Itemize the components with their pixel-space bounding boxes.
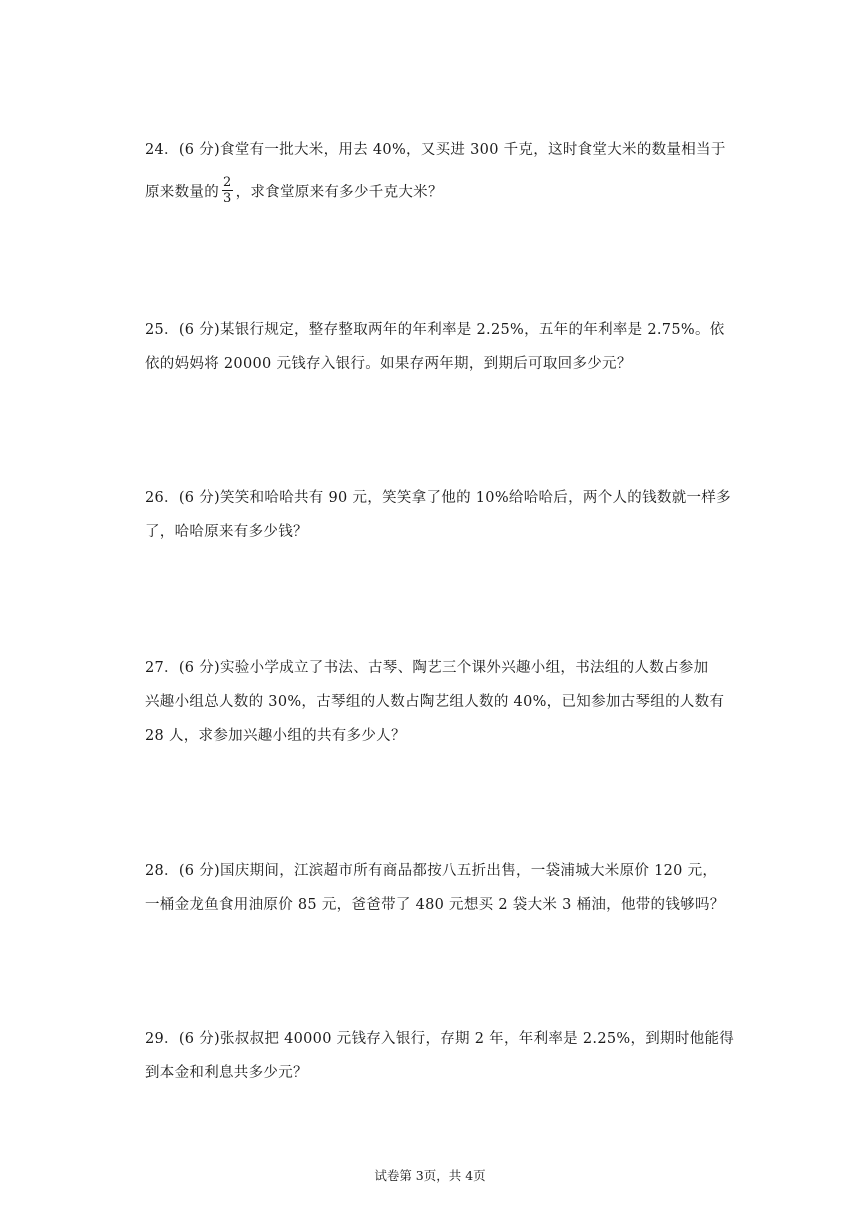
question-25-line-2: 依的妈妈将 20000 元钱存入银行。如果存两年期，到期后可取回多少元？: [145, 356, 632, 372]
question-27-line-3: 28 人，求参加兴趣小组的共有多少人？: [145, 728, 406, 744]
question-29-line-2: 到本金和利息共多少元？: [145, 1065, 308, 1081]
question-26-line-2: 了，哈哈原来有多少钱？: [145, 524, 308, 540]
question-26-line-1: 26．(6 分)笑笑和哈哈共有 90 元，笑笑拿了他的 10%给哈哈后，两个人的钱数就一样多: [145, 490, 731, 506]
question-28-line-1: 28．(6 分)国庆期间，江滨超市所有商品都按八五折出售，一袋浦城大米原价 120 元，: [145, 863, 718, 879]
page-footer: 试卷第 3页，共 4页: [374, 1168, 486, 1183]
question-28-line-2: 一桶金龙鱼食用油原价 85 元，爸爸带了 480 元想买 2 袋大米 3 桶油，他带的钱够吗？: [145, 897, 725, 913]
question-25-line-1: 25．(6 分)某银行规定，整存整取两年的年利率是 2.25%，五年的年利率是 2.75%。依: [145, 322, 725, 338]
question-24-line-2: [145, 177, 443, 208]
question-24-line-2-end: ，求食堂原来有多少千克大米？: [235, 184, 443, 201]
question-27-line-1: 27．(6 分)实验小学成立了书法、古琴、陶艺三个课外兴趣小组，书法组的人数占参加: [145, 660, 709, 676]
fraction-two-thirds: [222, 175, 233, 206]
fraction-numerator: 2: [223, 175, 232, 190]
question-24-line-1: 24．(6 分)食堂有一批大米，用去 40%，又买进 300 千克，这时食堂大米的数量相当于: [145, 142, 726, 158]
question-24-line-2-start: 原来数量的: [145, 184, 219, 201]
question-29-line-1: 29．(6 分)张叔叔把 40000 元钱存入银行，存期 2 年，年利率是 2.25%，到期时他能得: [145, 1031, 735, 1047]
fraction-denominator: 3: [223, 191, 232, 206]
question-27-line-2: 兴趣小组总人数的 30%，古琴组的人数占陶艺组人数的 40%，已知参加古琴组的人数有: [145, 694, 725, 710]
